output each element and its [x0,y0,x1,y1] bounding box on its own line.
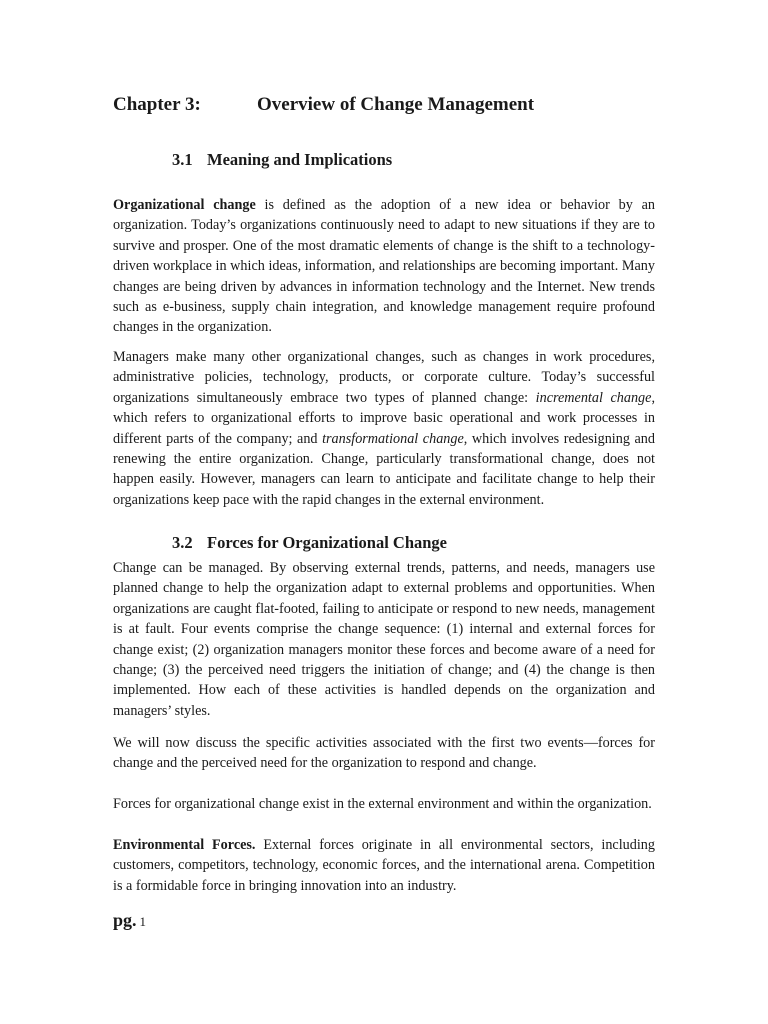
paragraph-text: , which involves redesigning and renewing the entire organization. Change, particularly transformational change, does not happen easily. However, managers can learn to anticipate and facilitate change to help their organizations keep pace with the rapid changes in the external environment. [113,430,655,508]
page-label: pg. [113,910,137,930]
section-heading-3-1 [172,150,392,170]
section-title: Meaning and Implications [207,150,393,169]
section-title: Forces for Organizational Change [207,533,447,552]
chapter-heading [113,94,534,116]
paragraph-change-sequence [113,558,655,721]
term-incremental-change: incremental change [535,389,652,406]
paragraph-forces-exist [113,794,655,814]
paragraph-environmental-forces [113,835,655,896]
paragraph-text: is defined as the adoption of a new idea or behavior by an organization. Today’s organizations continuously need to adapt to new situations if they are to survive and prosper. One of the most dramatic elements of change is the shift to a technology-driven workplace in which ideas, information, and relationships are becoming important. Many changes are being driven by advances in information technology and the Internet. New trends such as e-business, supply chain integration, and knowledge management require profound changes in the organization. [113,197,655,336]
paragraph-text: We will now discuss the specific activities associated with the first two events—forces for change and the perceived need for the organization to respond and change. [113,735,655,772]
term-transformational-change: transformational change [322,430,464,447]
section-number: 3.2 [172,533,193,552]
chapter-number: Chapter 3: [113,94,201,115]
section-heading-3-2 [172,533,447,553]
chapter-title: Overview of Change Management [257,94,535,115]
paragraph-text: , which refers to organizational efforts to improve basic operational and work processes in different parts of the company; and [113,389,655,447]
section-number: 3.1 [172,150,193,169]
page-number-value: 1 [139,914,147,929]
term-organizational-change: Organizational change [113,197,256,213]
paragraph-text: External forces originate in all environmental sectors, including customers, competitors, technology, economic forces, and the international arena. Competition is a formidable force in bringing innovation into an industry. [113,837,655,894]
term-environmental-forces: Environmental Forces. [113,837,256,853]
paragraph-planned-change [113,347,655,510]
paragraph-text: Managers make many other organizational changes, such as changes in work procedures, administrative policies, technology, products, or corporate culture. Today’s successful organizations simultaneously embrace two types of planned change: [113,349,655,406]
paragraph-first-two-events [113,733,655,774]
paragraph-text: Forces for organizational change exist in the external environment and within the organization. [113,796,652,812]
paragraph-organizational-change [113,195,655,338]
paragraph-text: Change can be managed. By observing external trends, patterns, and needs, managers use planned change to help the organization adapt to external problems and opportunities. When organizations are caught flat-footed, failing to anticipate or respond to new needs, management is at fault. Four events comprise the change sequence: (1) internal and external forces for change exist; (2) organization managers monitor these forces and become aware of a need for change; (3) the perceived need triggers the initiation of change; and (4) the change is then implemented. How each of these activities is handled depends on the organization and managers’ styles. [113,560,655,719]
page-number [113,910,146,931]
